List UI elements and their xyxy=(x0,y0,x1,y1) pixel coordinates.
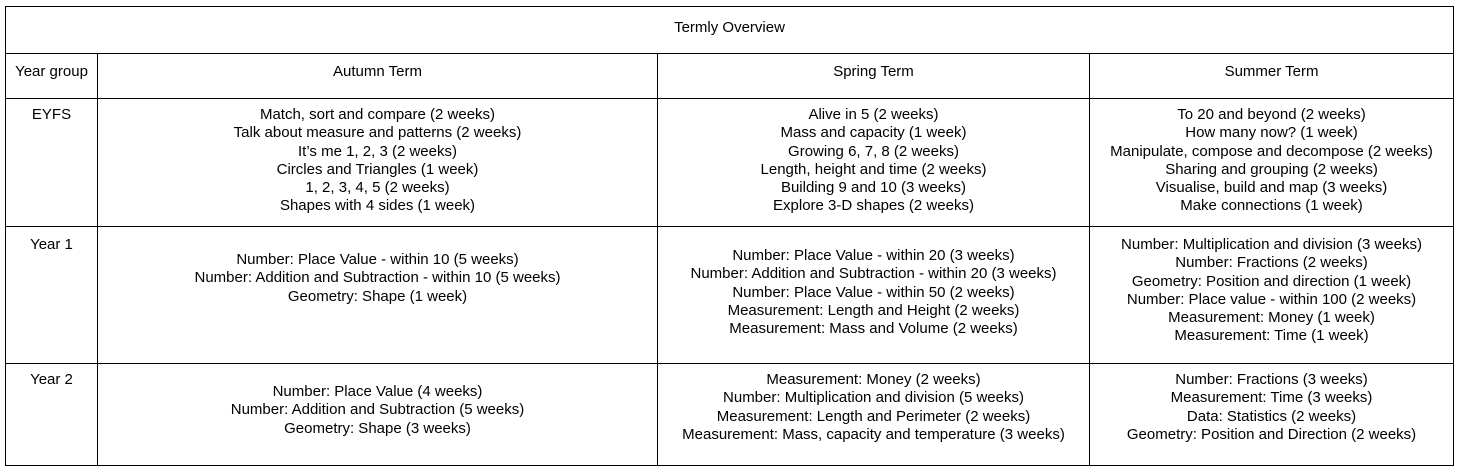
year-label-eyfs: EYFS xyxy=(6,99,98,227)
list-item: Visualise, build and map (3 weeks) xyxy=(1155,179,1388,197)
list-item: Measurement: Time (3 weeks) xyxy=(1170,389,1373,407)
table-row-year-2 xyxy=(6,364,1454,466)
year-2-summer-cell xyxy=(1090,364,1454,466)
year-1-autumn-cell xyxy=(98,227,658,364)
list-item: Length, height and time (2 weeks) xyxy=(760,160,987,178)
list-item: Number: Place Value - within 20 (3 weeks) xyxy=(732,247,1015,264)
termly-overview-table xyxy=(5,6,1454,466)
list-item: Measurement: Mass, capacity and temperature (3 weeks) xyxy=(682,425,1065,443)
list-item: Measurement: Length and Perimeter (2 weeks) xyxy=(716,407,1031,425)
list-item: Measurement: Money (1 week) xyxy=(1168,309,1375,327)
list-item: Geometry: Shape (1 week) xyxy=(287,287,468,305)
list-item: Number: Place Value - within 10 (5 weeks) xyxy=(236,251,519,268)
list-item: Number: Multiplication and division (3 weeks) xyxy=(1121,236,1422,253)
list-item: Building 9 and 10 (3 weeks) xyxy=(780,179,967,197)
eyfs-summer-cell xyxy=(1090,99,1454,227)
list-item: Geometry: Position and direction (1 week) xyxy=(1131,272,1412,290)
year-1-summer-cell xyxy=(1090,227,1454,364)
list-item: Geometry: Shape (3 weeks) xyxy=(284,419,471,437)
eyfs-autumn-cell xyxy=(98,99,658,227)
list-item: Data: Statistics (2 weeks) xyxy=(1186,407,1357,425)
list-item: Measurement: Money (2 weeks) xyxy=(766,371,981,388)
list-item: Measurement: Mass and Volume (2 weeks) xyxy=(729,320,1018,338)
list-item: Number: Addition and Subtraction - within 10 (5 weeks) xyxy=(194,269,561,287)
list-item: Number: Place value - within 100 (2 weeks) xyxy=(1126,290,1417,308)
list-item: Match, sort and compare (2 weeks) xyxy=(259,106,496,123)
list-item: Explore 3-D shapes (2 weeks) xyxy=(773,197,974,215)
year-2-autumn-cell xyxy=(98,364,658,466)
list-item: Measurement: Time (1 week) xyxy=(1174,327,1369,345)
list-item: Number: Fractions (3 weeks) xyxy=(1175,371,1368,388)
list-item: Number: Addition and Subtraction (5 weeks) xyxy=(230,401,525,419)
list-item: Number: Place Value - within 50 (2 weeks) xyxy=(732,283,1015,301)
year-1-spring-cell xyxy=(658,227,1090,364)
list-item: Number: Place Value (4 weeks) xyxy=(272,383,483,400)
list-item: Circles and Triangles (1 week) xyxy=(276,160,479,178)
eyfs-spring-cell xyxy=(658,99,1090,227)
list-item: Number: Multiplication and division (5 weeks) xyxy=(723,389,1024,407)
list-item: Talk about measure and patterns (2 weeks) xyxy=(233,124,522,142)
header-autumn-term: Autumn Term xyxy=(98,54,658,99)
list-item: Shapes with 4 sides (1 week) xyxy=(279,197,476,215)
list-item: Number: Fractions (2 weeks) xyxy=(1175,254,1368,272)
list-item: Geometry: Position and Direction (2 weeks) xyxy=(1126,425,1417,443)
list-item: 1, 2, 3, 4, 5 (2 weeks) xyxy=(305,179,450,197)
list-item: Manipulate, compose and decompose (2 weeks) xyxy=(1110,142,1433,160)
table-row-year-1 xyxy=(6,227,1454,364)
list-item: Make connections (1 week) xyxy=(1180,197,1363,215)
list-item: Alive in 5 (2 weeks) xyxy=(808,106,939,123)
list-item: Measurement: Length and Height (2 weeks) xyxy=(727,301,1020,319)
list-item: It’s me 1, 2, 3 (2 weeks) xyxy=(298,142,457,160)
header-spring-term: Spring Term xyxy=(658,54,1090,99)
list-item: Growing 6, 7, 8 (2 weeks) xyxy=(788,142,959,160)
list-item: Number: Addition and Subtraction - within 20 (3 weeks) xyxy=(690,265,1057,283)
year-label-year-1: Year 1 xyxy=(6,227,98,364)
list-item: Mass and capacity (1 week) xyxy=(780,124,967,142)
table-title: Termly Overview xyxy=(6,7,1454,54)
list-item: How many now? (1 week) xyxy=(1185,124,1358,142)
list-item: Sharing and grouping (2 weeks) xyxy=(1165,160,1378,178)
header-row xyxy=(6,54,1454,99)
table-row-eyfs xyxy=(6,99,1454,227)
year-label-year-2: Year 2 xyxy=(6,364,98,466)
year-2-spring-cell xyxy=(658,364,1090,466)
header-summer-term: Summer Term xyxy=(1090,54,1454,99)
header-year-group: Year group xyxy=(6,54,98,99)
list-item: To 20 and beyond (2 weeks) xyxy=(1177,106,1366,123)
